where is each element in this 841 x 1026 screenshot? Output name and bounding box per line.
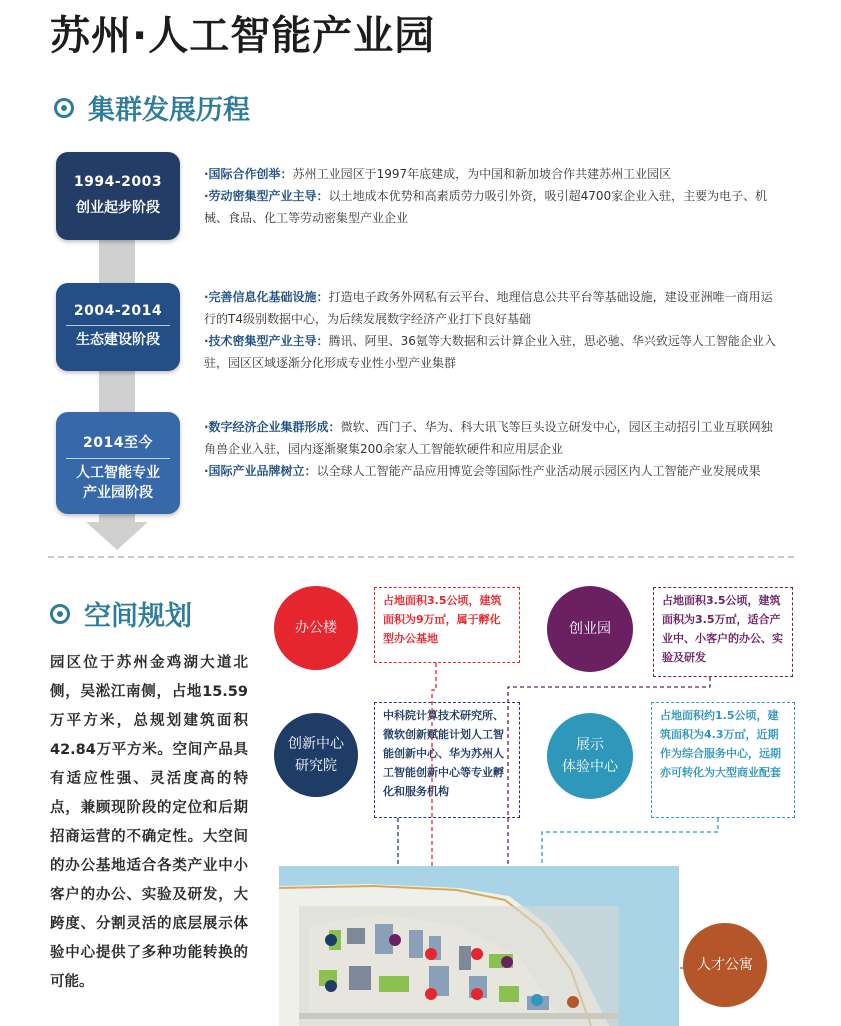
stage-3-divider xyxy=(66,458,170,459)
stage-2-item-1: ·完善信息化基础设施：打造电子政务外网私有云平台、地理信息公共平台等基础设施，建设亚洲唯一商用运行的T4级别数据中心，为后续发展数字经济产业打下良好基础 xyxy=(204,290,773,326)
stage-1-item-1: ·国际合作创举：苏州工业园区于1997年底建成，为中国和新加坡合作共建苏州工业园区 xyxy=(204,167,672,181)
stage-2-divider xyxy=(66,325,170,326)
section-divider xyxy=(48,556,794,558)
page-title: 苏州·人工智能产业园 xyxy=(50,13,436,59)
stage-1-card xyxy=(56,152,180,240)
target-icon xyxy=(50,604,70,624)
stage-1-item-2: ·劳动密集型产业主导：以土地成本优势和高素质劳力吸引外资，吸引超4700家企业入驻，主要为电子、机械、食品、化工等劳动密集型产业企业 xyxy=(204,189,768,225)
stage-3-item-1: ·数字经济企业集群形成：微软、西门子、华为、科大讯飞等巨头设立研发中心，园区主动招引工业互联网独角兽企业入驻，园内逐渐聚集200余家人工智能软硬件和应用层企业 xyxy=(204,420,773,456)
stage-2-years: 2004-2014 xyxy=(73,303,163,319)
spatial-intro: 园区位于苏州金鸡湖大道北侧，吴淞江南侧，占地15.59万平方米，总规划建筑面积42.84万平方米。空间产品具有适应性强、灵活度高的特点，兼顾现阶段的定位和后期招商运营的不确定性。大空间的办公基地适合各类产业中小客户的办公、实验及研发，大跨度、分割灵活的底层展示体验中心提供了多种功能转换的可能。 xyxy=(50,655,248,990)
stage-3-name-line1: 人工智能专业 xyxy=(76,465,160,481)
target-icon xyxy=(54,98,74,118)
stage-3-card xyxy=(56,412,180,514)
stage-3-desc xyxy=(204,416,784,482)
zone-office-name: 办公楼 xyxy=(295,620,337,636)
stage-2-item-2: ·技术密集型产业主导：腾讯、阿里、36氪等大数据和云计算企业入驻，思必驰、华兴致远等人工智能企业入驻，园区区域逐渐分化形成专业性小型产业集群 xyxy=(204,334,776,370)
zone-apartment-name: 人才公寓 xyxy=(697,957,753,973)
zone-showcase-desc: 占地面积约1.5公顷，建筑面积为4.3万㎡，近期作为综合服务中心，远期亦可转化为大型商业配套 xyxy=(651,702,795,818)
stage-2-desc xyxy=(204,286,784,374)
stage-3-item-2: ·国际产业品牌树立：以全球人工智能产品应用博览会等国际性产业活动展示园区内人工智能产业发展成果 xyxy=(204,464,761,478)
zone-startup-name: 创业园 xyxy=(569,621,611,637)
spatial-heading-text: 空间规划 xyxy=(84,601,192,632)
zone-innovation-desc: 中科院计算技术研究所、微软创新赋能计划人工智能创新中心、华为苏州人工智能创新中心等专业孵化和服务机构 xyxy=(374,702,520,818)
zone-office-desc: 占地面积3.5公顷，建筑面积为9万㎡，属于孵化型办公基地 xyxy=(374,587,520,663)
stage-3-name-line2: 产业园阶段 xyxy=(83,485,153,501)
site-map xyxy=(279,866,679,1026)
stage-1-years: 1994-2003 xyxy=(73,174,163,190)
zone-showcase-name-2: 体验中心 xyxy=(562,759,618,775)
stage-1-name: 创业起步阶段 xyxy=(76,200,160,216)
zone-innovation-name-2: 研究院 xyxy=(295,758,337,774)
stage-2-name: 生态建设阶段 xyxy=(76,332,160,348)
spatial-heading xyxy=(50,594,192,633)
zone-innovation-name-1: 创新中心 xyxy=(288,736,344,752)
history-heading xyxy=(54,88,250,127)
zone-startup-desc: 占地面积3.5公顷，建筑面积为3.5万㎡，适合产业中、小客户的办公、实验及研发 xyxy=(653,587,793,677)
stage-3-years: 2014至今 xyxy=(83,435,153,451)
history-heading-text: 集群发展历程 xyxy=(88,95,250,126)
stage-2-card xyxy=(56,283,180,371)
stage-1-desc xyxy=(204,163,784,229)
zone-office-circle xyxy=(274,586,358,670)
zone-showcase-name-1: 展示 xyxy=(576,737,604,753)
